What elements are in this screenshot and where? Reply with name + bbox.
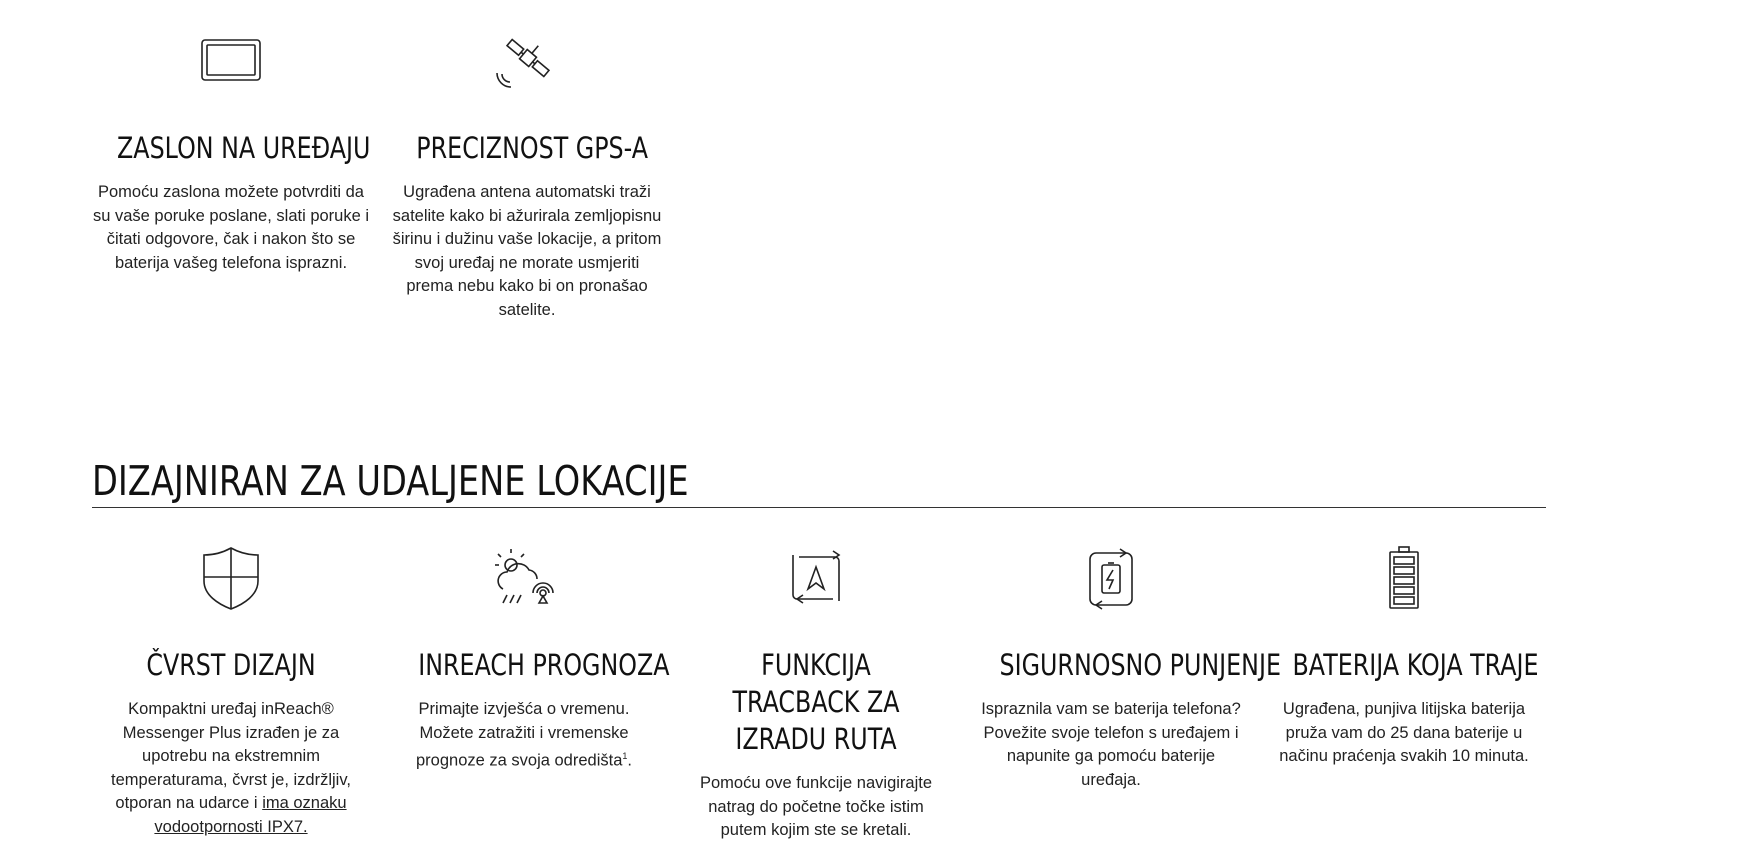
satellite-icon [492, 26, 562, 96]
ipx7-rating-link[interactable]: ima oznaku vodootpornosti IPX7. [154, 794, 347, 836]
feature-description: Ugrađena antena automatski traži satelite kako bi ažurirala zemljopisnu širinu i dužinu vaše lokacije, a pritom svoj uređaj ne morate usmjeriti prema nebu kako bi on pronašao satelite. [392, 183, 662, 319]
feature-title: PRECIZNOST GPS-A [416, 131, 648, 165]
feature-description: Pomoću ove funkcije navigirajte natrag do početne točke istim putem kojim ste se kretali. [699, 774, 933, 839]
feature-description: Ugrađena, punjiva litijska baterija pruža vam do 25 dana baterije u načinu praćenja svakih 10 minuta. [1279, 700, 1529, 765]
safe-charging-icon [1076, 543, 1146, 613]
feature-description: Kompaktni uređaj inReach® Messenger Plus izrađen je za upotrebu na ekstremnim temperaturama, čvrst je, izdržljiv, otporan na udarce i ima oznaku vodootpornosti IPX7. [111, 700, 351, 836]
feature-title: INREACH PROGNOZA [418, 648, 670, 682]
feature-title: ČVRST DIZAJN [146, 648, 316, 682]
feature-title: BATERIJA KOJA TRAJE [1292, 648, 1539, 682]
feature-long-battery [1268, 543, 1540, 769]
feature-title: SIGURNOSNO PUNJENJE [999, 648, 1282, 682]
weather-forecast-icon [489, 543, 559, 613]
feature-title: ZASLON NA UREĐAJU [117, 131, 371, 165]
feature-title: FUNKCIJA TRACBACK ZA IZRADU RUTA [732, 648, 900, 756]
feature-inreach-forecast [395, 543, 670, 773]
feature-rugged-design [92, 543, 370, 839]
feature-description: Ispraznila vam se baterija telefona? Povežite svoje telefon s uređajem i napunite ga pomoću baterije uređaja. [981, 700, 1241, 789]
feature-gps-precision [392, 26, 662, 322]
feature-description: Pomoću zaslona možete potvrditi da su vaše poruke poslane, slati poruke i čitati odgovore, čak i nakon što se baterija vašeg telefona isprazni. [92, 183, 370, 272]
tracback-route-icon [781, 543, 851, 613]
section-divider [92, 507, 1546, 508]
feature-device-screen [92, 26, 370, 275]
feature-tracback [685, 543, 947, 843]
device-screen-icon [196, 26, 266, 96]
battery-icon [1369, 543, 1439, 613]
shield-icon [196, 543, 266, 613]
feature-description: Primajte izvješća o vremenu. Možete zatražiti i vremenske prognoze za svoja odredišta$^1$. [416, 700, 632, 770]
section-title: DIZAJNIRAN ZA UDALJENE LOKACIJE [92, 457, 689, 505]
footnote-marker: 1 [622, 751, 628, 761]
feature-safe-charging [975, 543, 1282, 792]
